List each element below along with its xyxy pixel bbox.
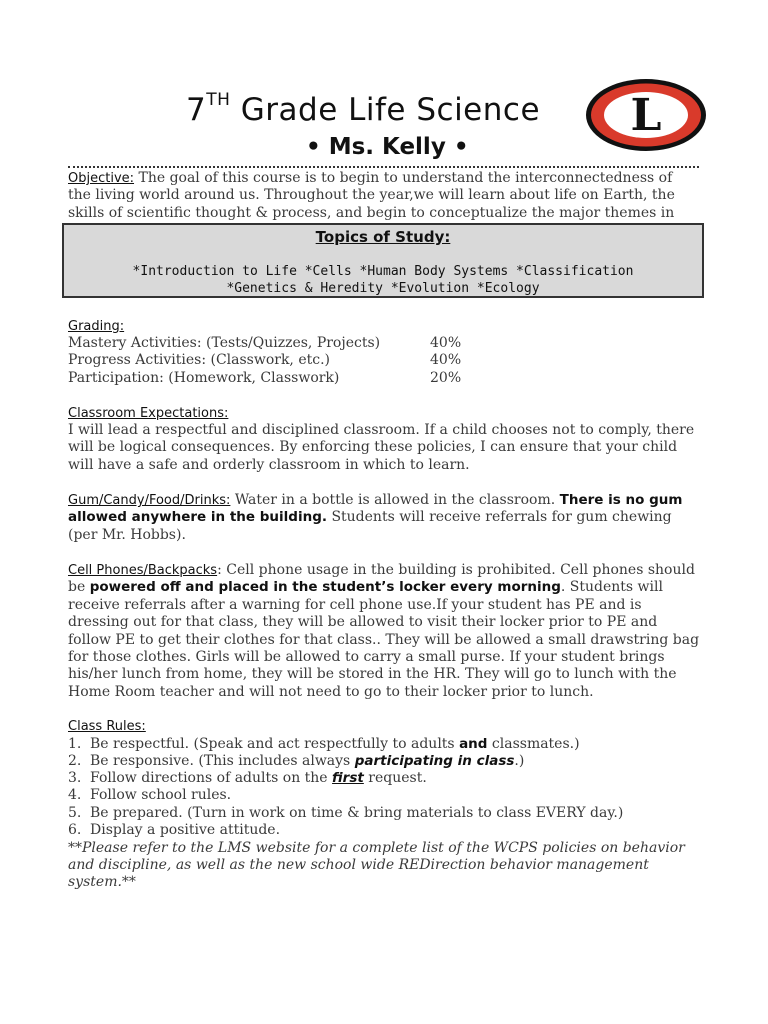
rule-number: 3. [68,770,82,786]
rule-text: Be prepared. (Turn in work on time & bring materials to class EVERY day.) [90,805,624,821]
gum-text: Water in a bottle is allowed in the classroom. [230,492,560,508]
teacher-name: • Ms. Kelly • [306,134,469,160]
rule-bold: and [459,736,488,752]
rule-item [68,753,524,769]
rule-item [68,805,623,821]
rule-text: Display a positive attitude. [90,822,281,838]
phones-text-2: . Students will receive referrals after a warning for cell phone use.If your student has PE and is dressing out for that class, they will be allowed to visit their locker prior to PE and follow PE to get their clothes for that class.. They will be allowed a small drawstring bag for those clothes. Girls will be allowed to carry a small purse. If your student brings his/her lunch from home, they will be stored in the HR. They will go to lunch with the Home Room teacher and will not need to go to their locker prior to lunch. [68,579,700,700]
rules-label: Class Rules: [68,719,146,734]
rule-emphasis: first [332,770,364,786]
rule-number: 4. [68,787,82,803]
rule-emphasis: participating in class [354,753,515,769]
rule-number: 5. [68,805,82,821]
phones-bold-text: powered off and placed in the student’s locker every morning [89,579,561,596]
title-number: 7 [186,92,207,128]
rule-text-end: .) [514,753,525,769]
rule-number: 1. [68,736,82,752]
grading-row: Progress Activities: (Classwork, etc.) [68,352,331,368]
expectations-text: I will lead a respectful and disciplined classroom. If a child chooses not to comply, there will be logical consequences. By enforcing these policies, I can ensure that your child will have a safe and orderly classroom in which to learn. [68,422,695,473]
grading-label: Grading: [68,319,125,334]
rule-text-end: request. [363,770,427,786]
logo-letter: L [630,90,662,141]
objective-text: The goal of this course is to begin to understand the interconnectedness of the living world around us. Throughout the year,we will learn about life on Earth, the skills of scientific thought & process, and begin to conceptualize the major themes in [68,170,675,221]
school-logo [585,78,707,152]
rule-text: Follow school rules. [90,787,232,803]
rule-text: Follow directions of adults on the [90,770,333,786]
gum-label: Gum/Candy/Food/Drinks: [68,493,231,508]
grading-row: Participation: (Homework, Classwork) [68,370,340,386]
grading-row: Mastery Activities: (Tests/Quizzes, Projects) [68,335,381,351]
expectations-heading [68,405,228,422]
objective-label: Objective: [68,171,135,186]
grading-percent: 40% [430,352,462,368]
topics-title: Topics of Study: [315,228,451,246]
phones-text: : Cell phone usage in the building is prohibited. Cell phones should be [68,562,695,596]
gum-text-2: Students will receive referrals for gum chewing (per Mr. Hobbs). [68,509,672,543]
grading-heading [68,318,124,335]
rules-heading [68,718,146,735]
grading-percent: 20% [430,370,462,386]
rule-number: 6. [68,822,82,838]
gum-bold-text: There is no gum allowed anywhere in the building. [68,492,683,526]
phones-label: Cell Phones/Backpacks [68,563,218,578]
rule-item [68,736,580,752]
topics-line-1: *Introduction to Life *Cells *Human Body Systems *Classification [132,264,634,279]
rule-text-end: classmates.) [487,736,580,752]
rule-number: 2. [68,753,82,769]
grading-percent: 40% [430,335,462,351]
policy-note: **Please refer to the LMS website for a complete list of the WCPS policies on behavior and discipline, as well as the new school wide REDirection behavior management system.** [68,840,685,890]
expectations-label: Classroom Expectations: [68,406,229,421]
title-text: Grade Life Science [230,92,541,128]
rule-item [68,787,231,803]
rule-text: Be responsive. (This includes always [90,753,355,769]
rule-item [68,822,280,838]
topics-box [62,223,704,298]
dotted-divider [68,166,699,168]
phones-section [68,562,702,701]
rule-text: Be respectful. (Speak and act respectfully to adults [90,736,460,752]
title-superscript: TH [206,90,231,110]
topics-line-2: *Genetics & Heredity *Evolution *Ecology [226,281,540,296]
rule-item [68,770,427,786]
gum-section [68,492,702,544]
page-title [186,92,540,128]
